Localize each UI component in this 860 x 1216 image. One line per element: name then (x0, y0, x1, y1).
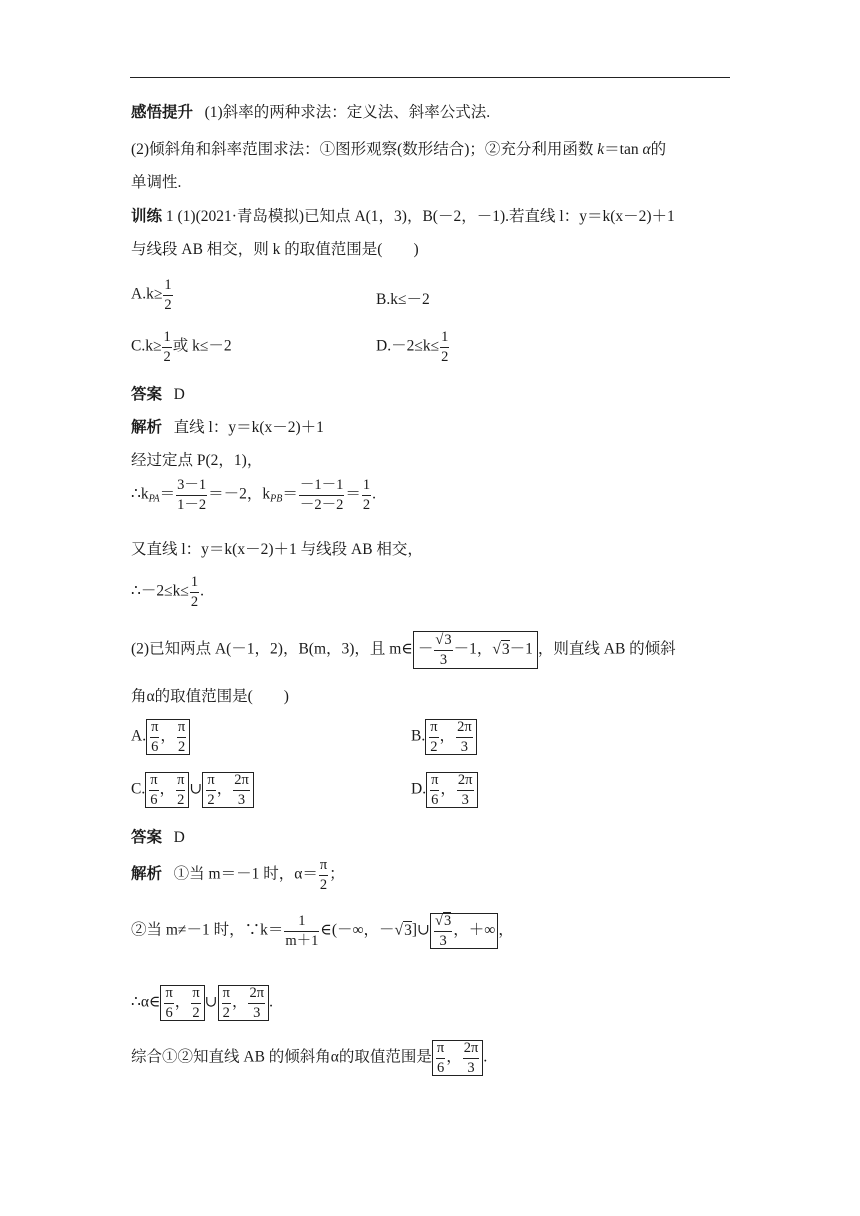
q2-option-b: B. $\frac{\pi}{2}$ ， $\frac{2\pi}{3}$ (411, 719, 477, 755)
insight-line-2: (2)倾斜角和斜率范围求法：①图形观察(数形结合)；②充分利用函数 k＝tan α的 (131, 141, 667, 158)
fraction: $\frac{\pi}{2}$ (222, 985, 230, 1021)
insight-line-1 (131, 103, 490, 123)
q1-analysis-conclusion: ∴－2≤k≤ $\frac{1}{2}$ . (131, 574, 205, 610)
fraction: $\frac{√3}{3}$ (435, 632, 452, 668)
fraction: $\frac{\pi}{2}$ (177, 719, 186, 755)
q1-analysis-line-2: 经过定点 P(2，1)， (131, 452, 263, 469)
q2-analysis-line-2: ②当 m≠－1 时，∵k＝ $\frac{1}{m+1}$ ∈(－∞，－√3]∪ $\frac{√3}{3}$ ，＋∞ ， (131, 913, 514, 949)
fraction: $\frac{1}{2}$ (163, 329, 171, 365)
fraction: $\frac{1}{2}$ (190, 574, 199, 610)
q1-analysis-line-4: 又直线 l：y＝k(x－2)＋1 与线段 AB 相交， (131, 541, 423, 558)
q1-answer: 答案 D (131, 386, 185, 403)
q1-analysis-slopes: $\therefore k_{PA}=$ $\frac{3-1}{1-2}$ ＝－2，$k_{PB}=$ $\frac{-1-1}{-2-2}$ ＝ $\frac{1}{2}$ . (131, 477, 376, 513)
fraction: $\frac{\pi}{6}$ (431, 772, 439, 808)
fraction: $\frac{\pi}{2}$ (192, 985, 200, 1021)
fraction: $\frac{\pi}{6}$ (165, 985, 173, 1021)
q1-option-b: B.k≤－2 (376, 291, 430, 308)
fraction: $\frac{\pi}{6}$ (151, 719, 159, 755)
q2-stem-line-2: 角α的取值范围是( ) (131, 688, 289, 705)
q2-option-d: D. $\frac{\pi}{6}$ ， $\frac{2\pi}{3}$ (411, 772, 478, 808)
fraction: $\frac{2\pi}{3}$ (457, 719, 472, 755)
fraction: $\frac{2\pi}{3}$ (234, 772, 249, 808)
fraction: $\frac{-1-1}{-2-2}$ (299, 477, 344, 513)
q2-analysis-line-4: 综合①②知直线 AB 的倾斜角α的取值范围是 $\frac{\pi}{6}$ ， $\frac{2\pi}{3}$ . (131, 1040, 488, 1076)
q1-analysis-line-1: 解析 直线 l：y＝k(x－2)＋1 (131, 419, 324, 436)
fraction: $\frac{2\pi}{3}$ (463, 1040, 479, 1076)
header-rule (130, 77, 730, 78)
q1-option-a: A.k≥ $\frac{1}{2}$ (131, 277, 172, 313)
q1-option-c: C.k≥ $\frac{1}{2}$ 或 k≤－2 (131, 329, 232, 365)
fraction: $\frac{\pi}{2}$ (319, 857, 328, 893)
fraction: $\frac{1}{2}$ (164, 277, 172, 313)
fraction: $\frac{1}{m+1}$ (285, 913, 319, 949)
insight-point-1: (1)斜率的两种求法：定义法、斜率公式法. (204, 104, 491, 121)
q2-option-c: C. $\frac{\pi}{6}$ ， $\frac{\pi}{2}$ ∪ $\frac{\pi}{2}$ ， $\frac{2\pi}{3}$ (131, 772, 254, 808)
fraction: $\frac{\pi}{6}$ (150, 772, 158, 808)
q2-analysis-line-3: ∴α∈ $\frac{\pi}{6}$ ， $\frac{\pi}{2}$ ∪ $\frac{\pi}{2}$ ， $\frac{2\pi}{3}$ . (131, 985, 273, 1021)
fraction: $\frac{1}{2}$ (362, 477, 371, 513)
fraction: $\frac{\pi}{2}$ (177, 772, 185, 808)
fraction: $\frac{\pi}{2}$ (207, 772, 215, 808)
q2-stem-line-1: (2)已知两点 A(－1，2)，B(m，3)，且 m∈ － $\frac{√3}{3}$ －1，√3－1 ，则直线 AB 的倾斜 (131, 632, 676, 668)
m-range-bracket: － $\frac{√3}{3}$ －1，√3－1 (413, 631, 538, 669)
fraction: $\frac{\pi}{6}$ (436, 1040, 445, 1076)
q1-label: 训练 (131, 208, 163, 225)
fraction: $\frac{\pi}{2}$ (430, 719, 438, 755)
fraction: $\frac{1}{2}$ (441, 329, 449, 365)
q1-option-d: D.－2≤k≤ $\frac{1}{2}$ (376, 329, 449, 365)
q1-stem-line-2: 与线段 AB 相交，则 k 的取值范围是( ) (131, 241, 419, 258)
fraction: $\frac{2\pi}{3}$ (457, 772, 473, 808)
q2-analysis-line-1: 解析 ①当 m＝－1 时，α＝ $\frac{\pi}{2}$ ； (131, 857, 345, 893)
q1-stem-line-1: 训练 1 (1)(2021·青岛模拟)已知点 A(1，3)，B(－2，－1).若直线 l：y＝k(x－2)＋1 (131, 208, 675, 225)
q2-answer: 答案 D (131, 829, 185, 846)
fraction: $\frac{2\pi}{3}$ (249, 985, 265, 1021)
insight-line-3: 单调性. (131, 174, 182, 191)
fraction: $\frac{3-1}{1-2}$ (177, 477, 207, 513)
fraction: $\frac{√3}{3}$ (434, 913, 452, 949)
insight-heading: 感悟提升 (131, 104, 194, 121)
q2-option-a: A. $\frac{\pi}{6}$ ， $\frac{\pi}{2}$ (131, 719, 190, 755)
